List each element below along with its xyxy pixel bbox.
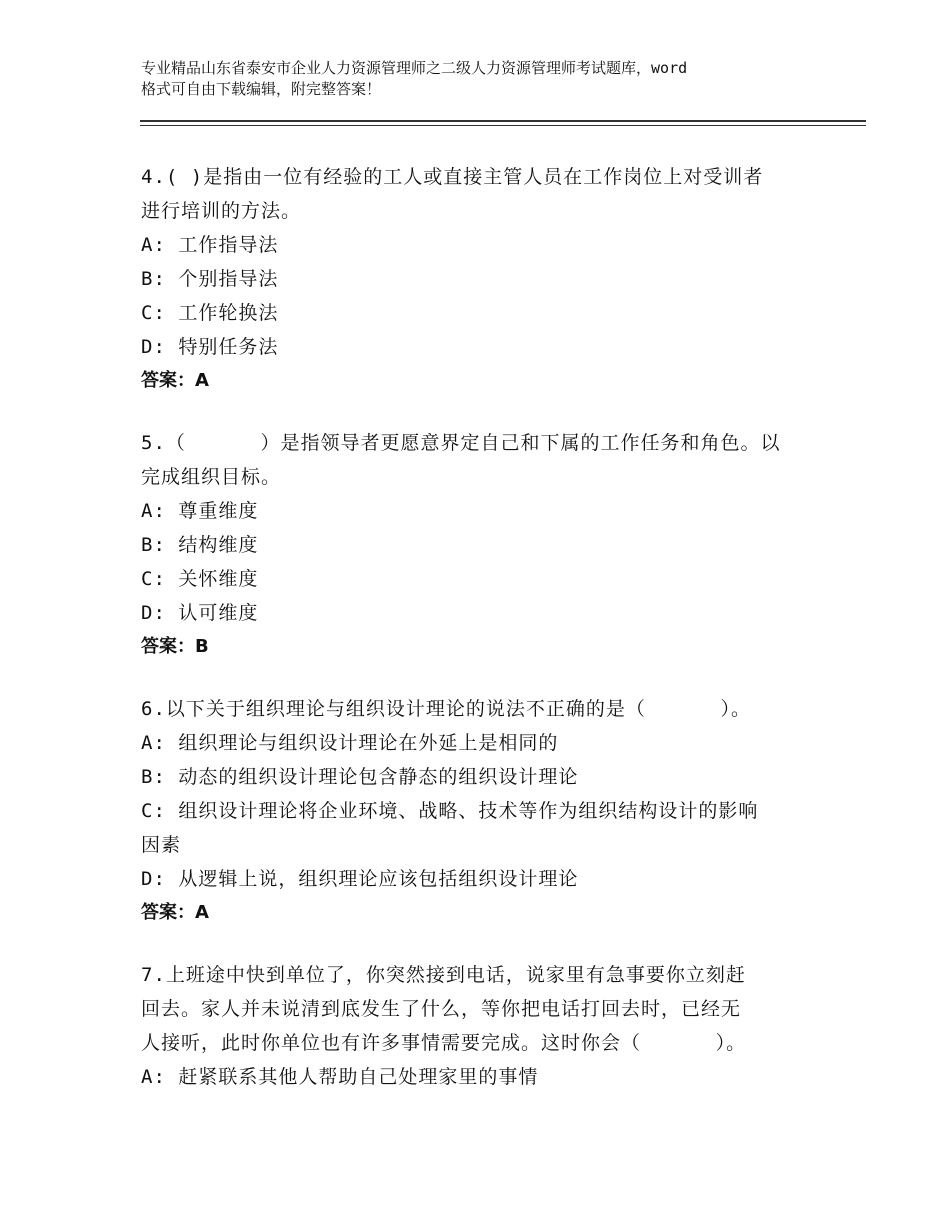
question-option: B: 个别指导法 [141,268,279,290]
question-option: D: 认可维度 [141,602,259,624]
question-answer: 答案：A [141,902,209,923]
question-option: C: 关怀维度 [141,568,259,590]
question-stem: 7.上班途中快到单位了，你突然接到电话，说家里有急事要你立刻赶 [141,964,746,986]
question-option: C: 组织设计理论将企业环境、战略、技术等作为组织结构设计的影响 [141,800,759,822]
document-header [141,58,821,100]
question-block [141,692,821,930]
question-stem: 人接听，此时你单位也有许多事情需要完成。这时你会（ ）。 [141,1032,747,1054]
question-stem: 4.( )是指由一位有经验的工人或直接主管人员在工作岗位上对受训者 [141,166,764,188]
question-option: D: 特别任务法 [141,336,279,358]
question-option: D: 从逻辑上说，组织理论应该包括组织设计理论 [141,868,579,890]
question-option: 因素 [141,834,182,856]
header-divider [140,120,866,122]
header-line: 专业精品山东省泰安市企业人力资源管理师之二级人力资源管理师考试题库，word [141,59,688,77]
question-stem: 6.以下关于组织理论与组织设计理论的说法不正确的是（ ）。 [141,698,752,720]
question-stem: 完成组织目标。 [141,466,282,488]
question-block [141,426,821,664]
question-option: A: 工作指导法 [141,234,279,256]
header-divider-thin [140,125,866,126]
question-stem: 5.（ ）是指领导者更愿意界定自己和下属的工作任务和角色。以 [141,432,781,454]
question-option: A: 赶紧联系其他人帮助自己处理家里的事情 [141,1066,539,1088]
question-block [141,160,821,398]
question-answer: 答案：A [141,370,209,391]
question-option: B: 动态的组织设计理论包含静态的组织设计理论 [141,766,579,788]
question-option: A: 尊重维度 [141,500,259,522]
question-option: B: 结构维度 [141,534,259,556]
question-list [141,160,821,1122]
question-stem: 回去。家人并未说清到底发生了什么，等你把电话打回去时，已经无 [141,998,742,1020]
question-option: A: 组织理论与组织设计理论在外延上是相同的 [141,732,559,754]
question-answer: 答案：B [141,636,209,657]
question-block [141,958,821,1094]
question-option: C: 工作轮换法 [141,302,279,324]
question-stem: 进行培训的方法。 [141,200,302,222]
header-line: 格式可自由下载编辑，附完整答案！ [141,80,382,98]
